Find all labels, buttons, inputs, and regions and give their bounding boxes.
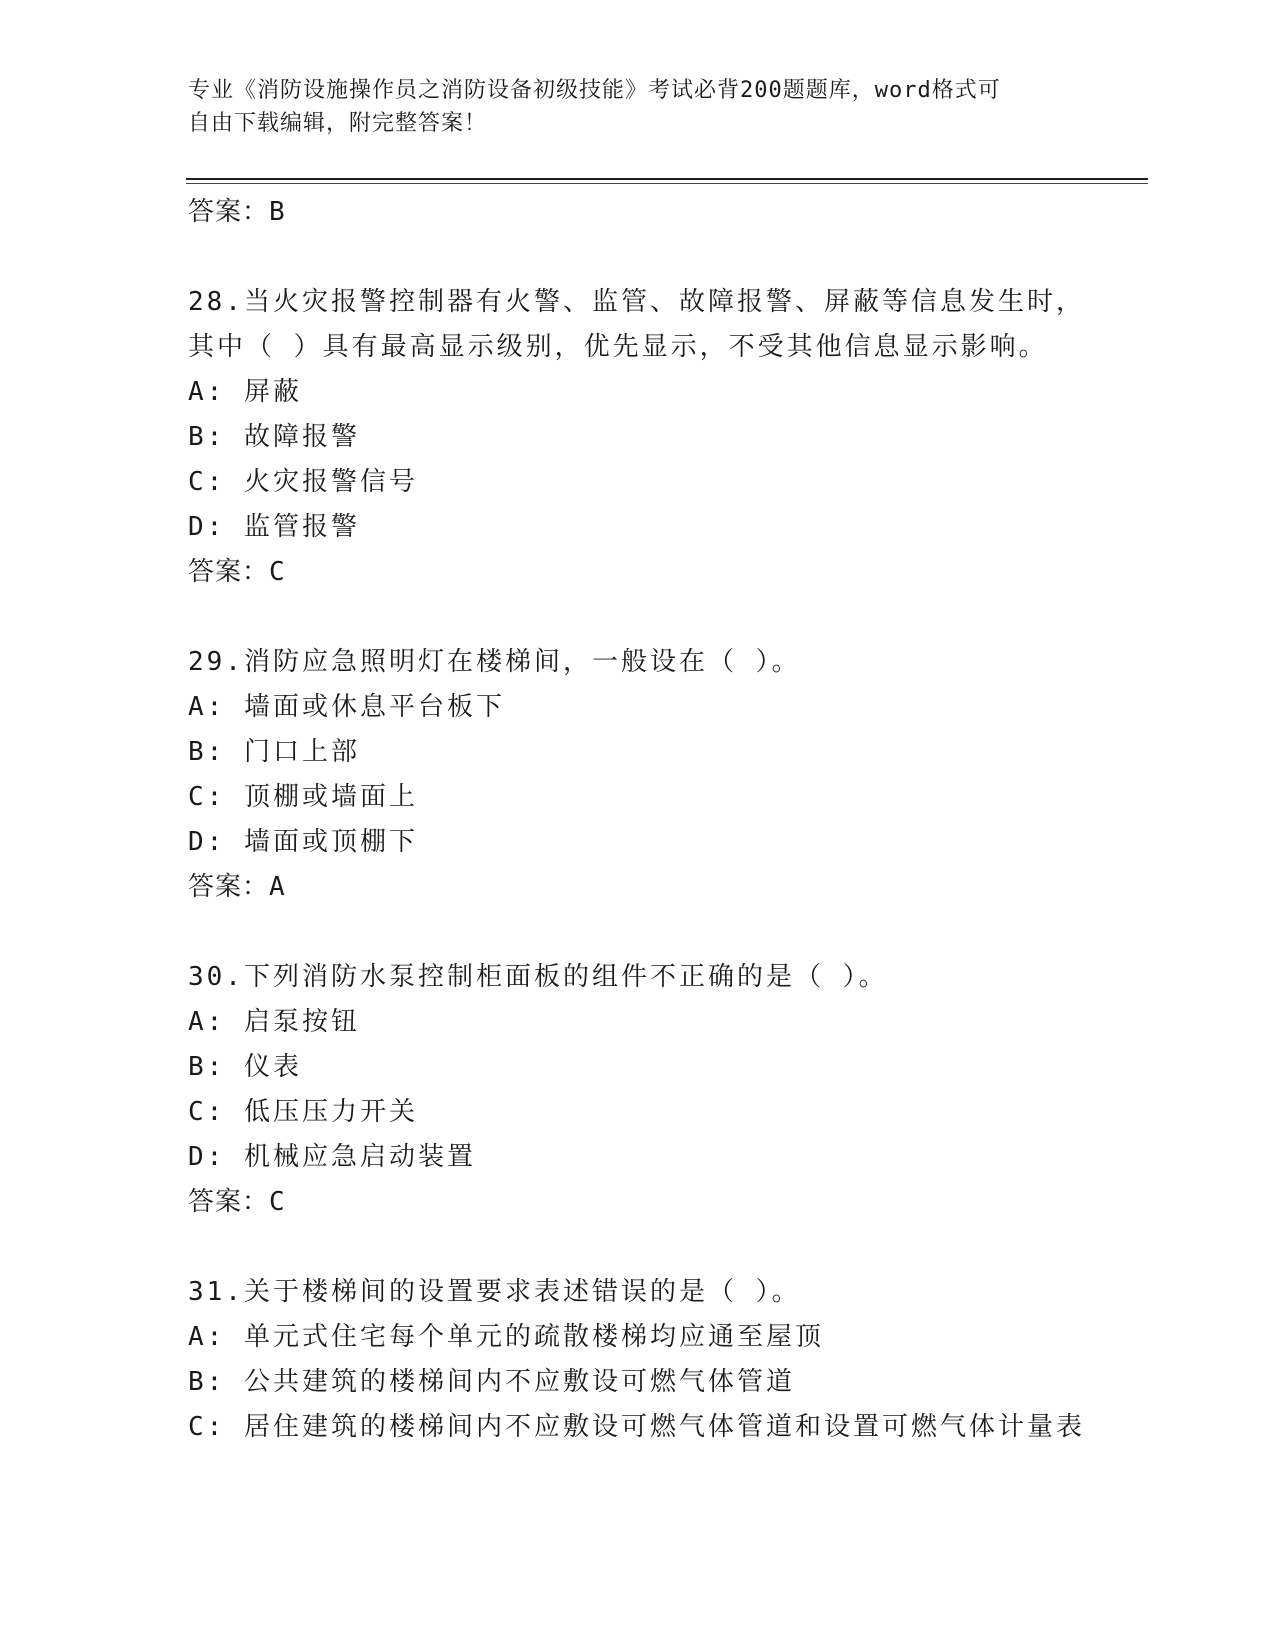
previous-answer: 答案：B bbox=[188, 197, 286, 227]
option-c: C: 低压压力开关 bbox=[188, 1097, 418, 1127]
option-a: A: 启泵按钮 bbox=[188, 1007, 360, 1037]
option-b: B: 公共建筑的楼梯间内不应敷设可燃气体管道 bbox=[188, 1367, 795, 1397]
answer: 答案：C bbox=[188, 557, 286, 587]
option-d: D: 监管报警 bbox=[188, 512, 360, 542]
question-stem: 29.消防应急照明灯在楼梯间，一般设在（ ）。 bbox=[188, 647, 801, 677]
spacer bbox=[188, 595, 1148, 640]
question-stem: 31.关于楼梯间的设置要求表述错误的是（ ）。 bbox=[188, 1277, 801, 1307]
header-divider-thin bbox=[186, 183, 1148, 184]
question-29 bbox=[188, 640, 1148, 910]
spacer bbox=[188, 1225, 1148, 1270]
option-a: A: 墙面或休息平台板下 bbox=[188, 692, 505, 722]
option-c: C: 顶棚或墙面上 bbox=[188, 782, 418, 812]
option-c: C: 火灾报警信号 bbox=[188, 467, 418, 497]
question-stem: 30.下列消防水泵控制柜面板的组件不正确的是（ ）。 bbox=[188, 962, 888, 992]
document-header bbox=[188, 74, 1088, 140]
question-30 bbox=[188, 955, 1148, 1225]
option-a: A: 屏蔽 bbox=[188, 377, 302, 407]
question-list bbox=[188, 190, 1148, 1450]
option-b: B: 故障报警 bbox=[188, 422, 360, 452]
spacer bbox=[188, 235, 1148, 280]
question-28 bbox=[188, 280, 1148, 595]
option-b: B: 门口上部 bbox=[188, 737, 360, 767]
option-d: D: 机械应急启动装置 bbox=[188, 1142, 476, 1172]
question-stem: 28.当火灾报警控制器有火警、监管、故障报警、屏蔽等信息发生时， bbox=[188, 287, 1085, 317]
option-b: B: 仪表 bbox=[188, 1052, 302, 1082]
option-c: C: 居住建筑的楼梯间内不应敷设可燃气体管道和设置可燃气体计量表 bbox=[188, 1412, 1085, 1442]
option-d: D: 墙面或顶棚下 bbox=[188, 827, 418, 857]
option-a: A: 单元式住宅每个单元的疏散楼梯均应通至屋顶 bbox=[188, 1322, 824, 1352]
header-line-1: 专业《消防设施操作员之消防设备初级技能》考试必背200题题库，word格式可 bbox=[188, 78, 1001, 103]
question-31 bbox=[188, 1270, 1148, 1450]
question-stem: 其中（ ）具有最高显示级别，优先显示，不受其他信息显示影响。 bbox=[188, 332, 1048, 362]
spacer bbox=[188, 910, 1148, 955]
answer: 答案：A bbox=[188, 872, 286, 902]
header-line-2: 自由下载编辑，附完整答案！ bbox=[188, 111, 488, 136]
header-divider-thick bbox=[186, 178, 1148, 180]
answer: 答案：C bbox=[188, 1187, 286, 1217]
